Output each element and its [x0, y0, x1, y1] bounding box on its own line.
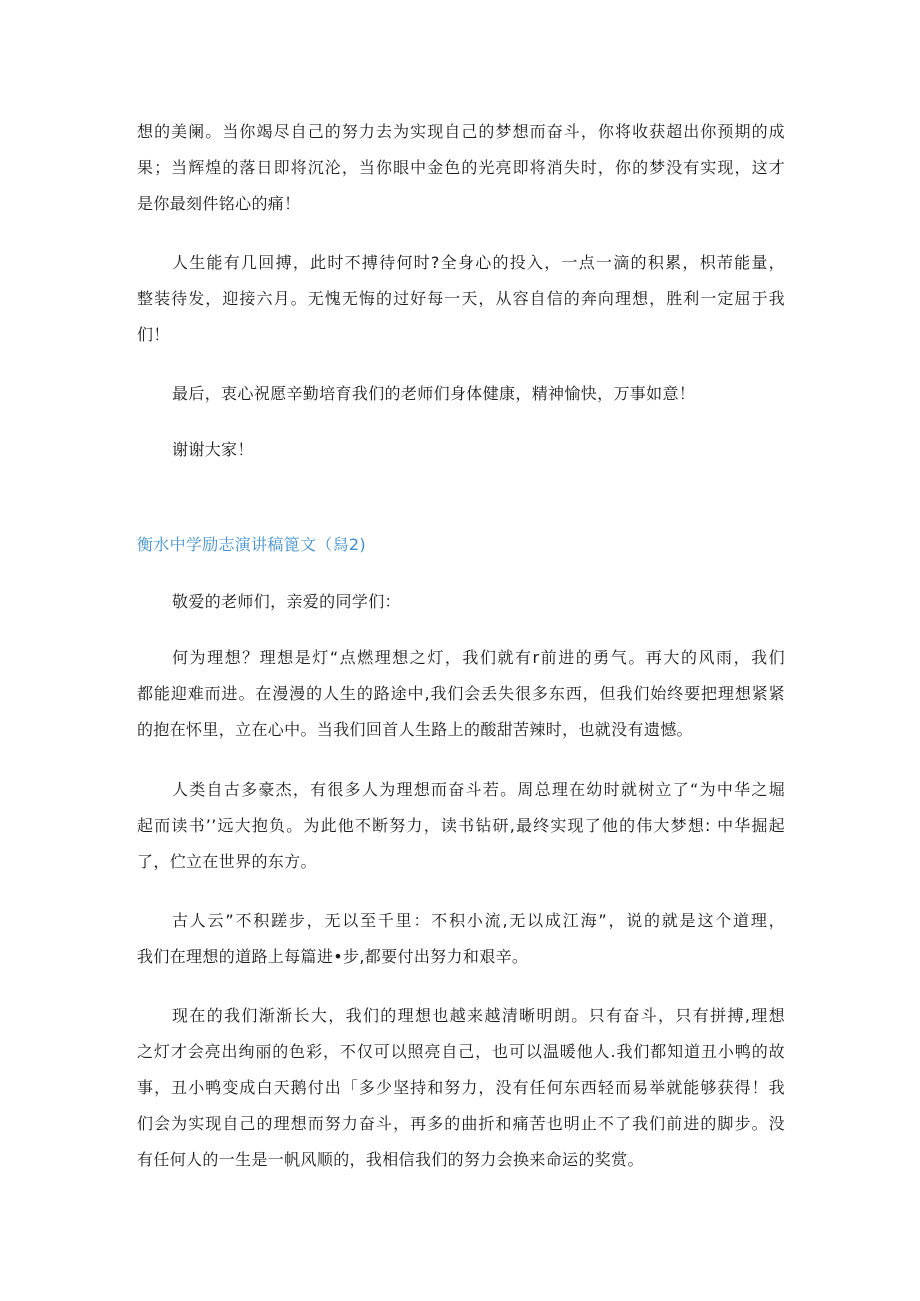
text-line: 是你最刻件铭心的痛！ — [137, 194, 301, 213]
paragraph-growing-up — [137, 998, 785, 1178]
text-line: 敬爱的老师们，亲爱的同学们： — [172, 592, 401, 611]
paragraph-what-is-ideal — [137, 640, 785, 748]
text-line: 何为理想？理想是灯“点燃理想之灯，我们就有r前进的勇气。再大的风雨，我们 — [172, 648, 785, 667]
text-line: 人类自古多豪杰，有很多人为理想而奋斗若。周总理在幼时就树立了“为中华之堀 — [172, 780, 785, 799]
section-heading: 衡水中学励志演讲稿篦文（舄2) — [137, 535, 366, 554]
text-line: 谢谢大家！ — [172, 440, 254, 459]
text-line: 想的美阑。当你竭尽自己的努力去为实现自己的梦想而奋斗，你将收获超出你预期的成 — [137, 122, 785, 141]
text-line: 了，伫立在世界的东方。 — [137, 852, 317, 871]
text-line: 古人云”不积蹉步，无以至千里：不积小流,无以成江海”，说的就是这个道理， — [172, 911, 785, 930]
paragraph-life-struggle — [137, 245, 785, 353]
paragraph-heroes — [137, 772, 785, 880]
text-line: 人生能有几回搏，此时不搏待何时?全身心的投入，一点一滴的积累，枳芾能量， — [172, 253, 785, 272]
text-line: 最后，衷心祝愿辛勤培育我们的老师们身体健康，精神愉快，万事如意！ — [172, 384, 696, 403]
text-line: 们会为实现自己的理想而努力奋斗，再多的曲折和痛苦也明止不了我们前进的脚步。没 — [137, 1114, 785, 1133]
text-line: 的抱在怀里，立在心中。当我们回首人生路上的酸甜苦辣时，也就没有遗憾。 — [137, 720, 693, 739]
paragraph-dream — [137, 114, 785, 222]
paragraph-thanks — [137, 432, 785, 468]
paragraph-closing-wishes — [137, 376, 785, 412]
text-line: 们！ — [137, 325, 170, 344]
text-line: 之灯才会亮出绚丽的色彩，不仅可以照亮自己，也可以温暖他人.我们都知道丑小鸭的故 — [137, 1042, 785, 1061]
text-line: 我们在理想的道路上每篇进•步,都要付出努力和艰辛。 — [137, 947, 529, 966]
text-line: 整装待发，迎接六月。无愧无悔的过好每一天，从容自信的奔向理想，胜利一定屈于我 — [137, 289, 785, 308]
paragraph-greeting — [137, 584, 785, 620]
text-line: 起而读书’’远大抱负。为此他不断努力，读书钻研,最终实现了他的伟大梦想: 中华掘起 — [137, 816, 785, 835]
text-line: 现在的我们渐渐长大，我们的理想也越来越清晰明朗。只有奋斗，只有拼搏,理想 — [172, 1006, 785, 1025]
text-line: 果；当辉煌的落日即将沉沦，当你眼中金色的光亮即将消失时，你的梦没有实现，这才 — [137, 158, 785, 177]
text-line: 有任何人的一生是一帆风顺的，我相信我们的努力会换来命运的奖赏。 — [137, 1150, 644, 1169]
paragraph-ancient-saying — [137, 903, 785, 975]
text-line: 事，丑小鸭变成白天鹅付出「多少坚持和努力，没有任何东西轻而易举就能够获得！我 — [137, 1078, 785, 1097]
text-line: 都能迎难而进。在漫漫的人生的路途中,我们会丢失很多东西，但我们始终要把理想紧紧 — [137, 684, 785, 703]
